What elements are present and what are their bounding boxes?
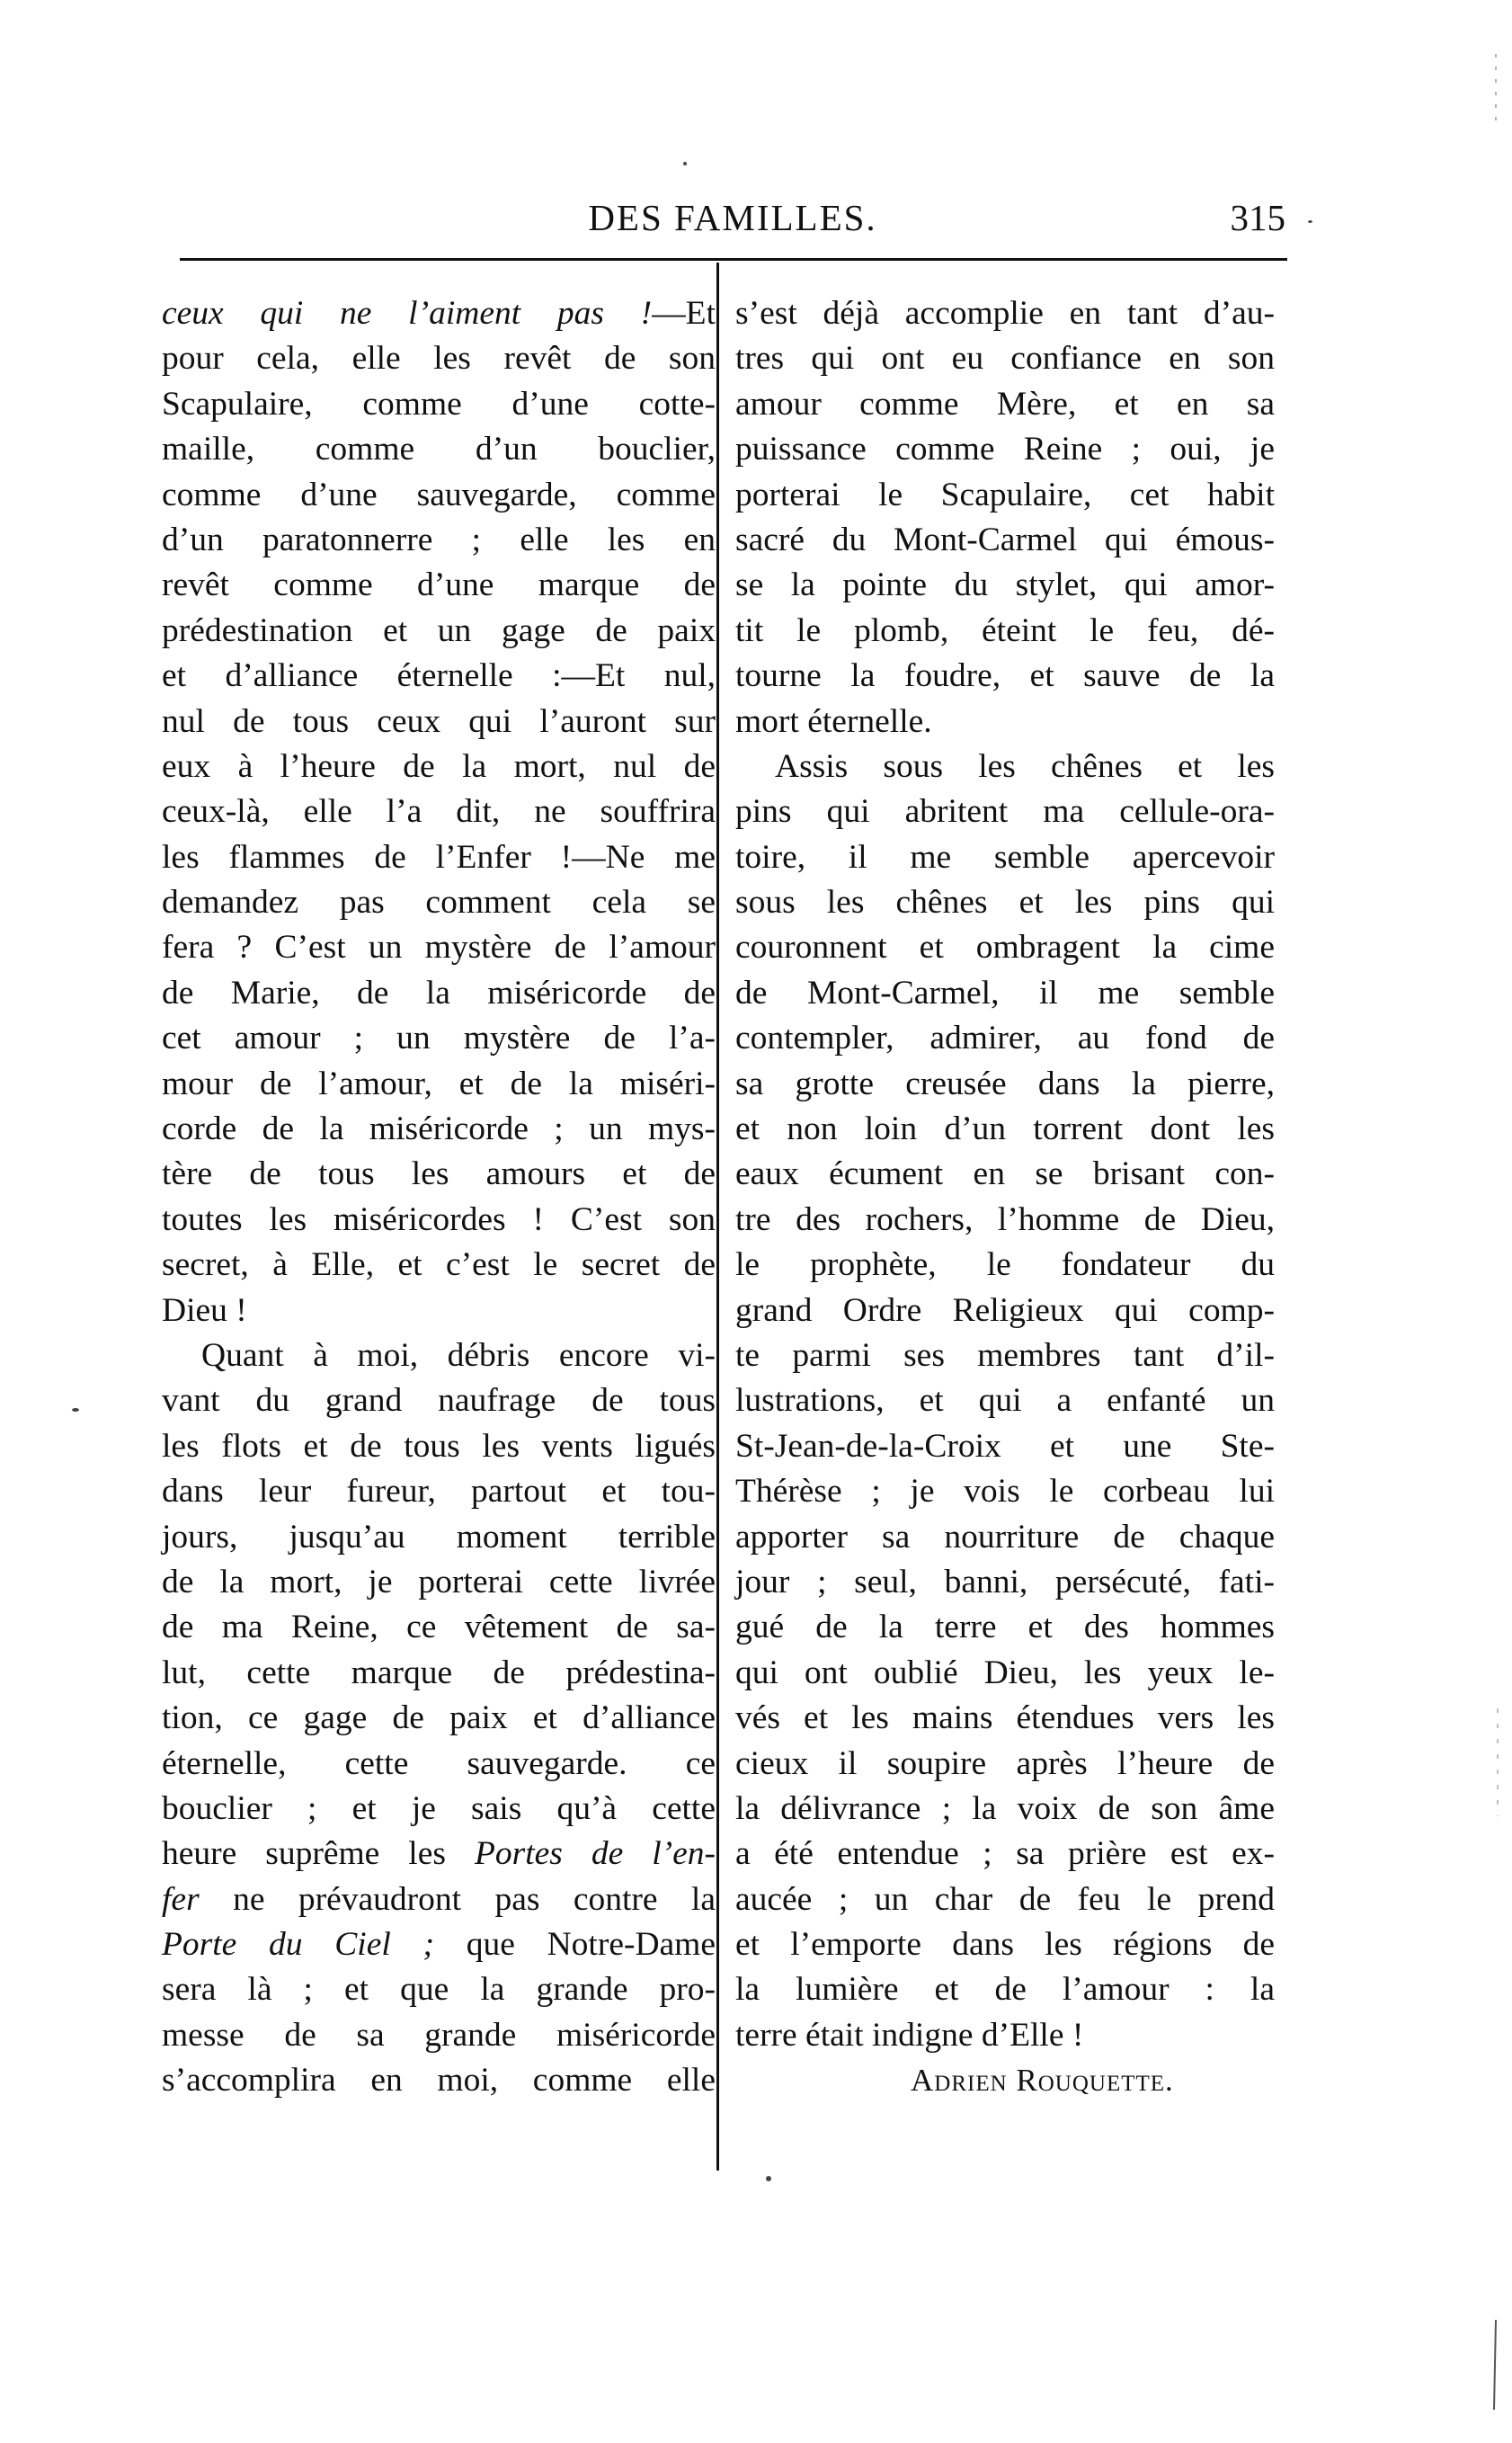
text-line: Assis sous les chênes et les xyxy=(775,747,1275,785)
text-line: fera ? C’est un mystère de l’amour xyxy=(162,929,716,967)
text-line: tit le plomb, éteint le feu, dé- xyxy=(735,611,1275,649)
text-line: apporter sa nourriture de chaque xyxy=(735,1518,1275,1556)
italic-text: Portes de l’en- xyxy=(474,1835,716,1873)
text-line: St-Jean-de-la-Croix et une Ste- xyxy=(735,1427,1275,1465)
scan-speck xyxy=(766,2176,771,2181)
scan-edge-marks xyxy=(1487,18,1505,2428)
roman-text: —Et xyxy=(652,295,716,332)
text-line xyxy=(162,1922,716,1967)
text-line: et non loin d’un torrent dont les xyxy=(735,1110,1275,1148)
roman-text: ne prévaudront pas contre la xyxy=(199,1880,716,1918)
text-line: sa grotte creusée dans la pierre, xyxy=(735,1065,1275,1102)
running-title: DES FAMILLES. xyxy=(588,197,877,238)
roman-text: heure suprême les xyxy=(162,1835,475,1873)
text-line: prédestination et un gage de paix xyxy=(162,611,716,649)
text-line: toire, il me semble apercevoir xyxy=(735,838,1275,876)
text-line: vant du grand naufrage de tous xyxy=(162,1382,716,1420)
text-line: pour cela, elle les revêt de son xyxy=(162,340,716,378)
text-line: sous les chênes et les pins qui xyxy=(735,884,1275,922)
text-line: Thérèse ; je vois le corbeau lui xyxy=(735,1473,1275,1511)
text-line: toutes les miséricordes ! C’est son xyxy=(162,1200,716,1238)
text-line: Quant à moi, débris encore vi- xyxy=(201,1336,716,1374)
text-line: tre des rochers, l’homme de Dieu, xyxy=(735,1200,1275,1238)
text-line: sacré du Mont-Carmel qui émous- xyxy=(735,521,1275,558)
text-line: de ma Reine, ce vêtement de sa- xyxy=(162,1609,716,1646)
text-line: ceux-là, elle l’a dit, ne souffrira xyxy=(162,793,716,831)
text-line: messe de sa grande miséricorde xyxy=(162,2016,716,2054)
text-line: contempler, admirer, au fond de xyxy=(735,1020,1275,1057)
text-line: tion, ce gage de paix et d’alliance xyxy=(162,1699,716,1737)
text-line: a été entendue ; sa prière est ex- xyxy=(735,1835,1275,1873)
text-line: et l’emporte dans les régions de xyxy=(735,1926,1275,1964)
text-line: amour comme Mère, et en sa xyxy=(735,385,1275,423)
column-rule xyxy=(716,263,719,2171)
text-line: vés et les mains étendues vers les xyxy=(735,1699,1275,1737)
text-line: éternelle, cette sauvegarde. ce xyxy=(162,1744,716,1782)
text-line: de Marie, de la miséricorde de xyxy=(162,974,716,1012)
text-line: puissance comme Reine ; oui, je xyxy=(735,431,1275,468)
text-line: eux à l’heure de la mort, nul de xyxy=(162,747,716,785)
text-line: terre était indigne d’Elle ! xyxy=(735,2016,1084,2054)
author-signature: Adrien Rouquette. xyxy=(911,2063,1174,2099)
text-line: revêt comme d’une marque de xyxy=(162,566,716,604)
scan-speck xyxy=(683,162,687,165)
text-line: de Mont-Carmel, il me semble xyxy=(735,974,1275,1012)
text-line: maille, comme d’un bouclier, xyxy=(162,431,716,468)
text-line: le prophète, le fondateur du xyxy=(735,1246,1275,1284)
text-line: gué de la terre et des hommes xyxy=(735,1609,1275,1646)
text-line: te parmi ses membres tant d’il- xyxy=(735,1336,1275,1374)
text-line: demandez pas comment cela se xyxy=(162,884,716,922)
text-line xyxy=(162,1877,716,1922)
text-line: corde de la miséricorde ; un mys- xyxy=(162,1110,716,1148)
left-column xyxy=(162,291,716,2104)
text-line: de la mort, je porterai cette livrée xyxy=(162,1563,716,1600)
text-line: tres qui ont eu confiance en son xyxy=(735,340,1275,378)
text-line: cet amour ; un mystère de l’a- xyxy=(162,1020,716,1057)
header-rule xyxy=(180,258,1287,261)
text-line: qui ont oublié Dieu, les yeux le- xyxy=(735,1654,1275,1691)
text-line: comme d’une sauvegarde, comme xyxy=(162,476,716,513)
text-line: la délivrance ; la voix de son âme xyxy=(735,1789,1275,1827)
text-line: dans leur fureur, partout et tou- xyxy=(162,1473,716,1511)
scan-speck xyxy=(1308,220,1312,223)
italic-text: ceux qui ne l’aiment pas ! xyxy=(162,295,653,332)
text-line: les flots et de tous les vents ligués xyxy=(162,1427,716,1465)
text-line: Scapulaire, comme d’une cotte- xyxy=(162,385,716,423)
scan-speck xyxy=(72,1408,79,1412)
text-line: nul de tous ceux qui l’auront sur xyxy=(162,702,716,740)
text-line xyxy=(162,1832,716,1877)
text-line: jours, jusqu’au moment terrible xyxy=(162,1518,716,1556)
italic-text: fer xyxy=(162,1880,200,1918)
text-line: tère de tous les amours et de xyxy=(162,1155,716,1193)
text-line: bouclier ; et je sais qu’à cette xyxy=(162,1789,716,1827)
text-line: se la pointe du stylet, qui amor- xyxy=(735,566,1275,604)
text-line: les flammes de l’Enfer !—Ne me xyxy=(162,838,716,876)
text-line: couronnent et ombragent la cime xyxy=(735,929,1275,967)
text-line: s’est déjà accomplie en tant d’au- xyxy=(735,295,1275,332)
text-line: mour de l’amour, et de la miséri- xyxy=(162,1065,716,1102)
text-line: lut, cette marque de prédestina- xyxy=(162,1654,716,1691)
running-head xyxy=(180,196,1285,250)
text-line: cieux il soupire après l’heure de xyxy=(735,1744,1275,1782)
page-number: 315 xyxy=(1230,197,1285,238)
text-line: grand Ordre Religieux qui comp- xyxy=(735,1291,1275,1329)
text-line: porterai le Scapulaire, cet habit xyxy=(735,476,1275,513)
text-line: lustrations, et qui a enfanté un xyxy=(735,1382,1275,1420)
text-line: s’accomplira en moi, comme elle xyxy=(162,2062,716,2100)
text-line: Dieu ! xyxy=(162,1291,247,1329)
text-line: mort éternelle. xyxy=(735,702,932,740)
text-line: sera là ; et que la grande pro- xyxy=(162,1971,716,2009)
text-line: aucée ; un char de feu le prend xyxy=(735,1880,1275,1918)
text-line: tourne la foudre, et sauve de la xyxy=(735,657,1275,695)
text-line: jour ; seul, banni, persécuté, fati- xyxy=(735,1563,1275,1600)
text-line xyxy=(162,291,716,336)
text-line: secret, à Elle, et c’est le secret de xyxy=(162,1246,716,1284)
text-line: eaux écument en se brisant con- xyxy=(735,1155,1275,1193)
right-column xyxy=(735,291,1275,2104)
italic-text: Porte du Ciel ; xyxy=(162,1926,434,1964)
text-line: d’un paratonnerre ; elle les en xyxy=(162,521,716,558)
text-line: et d’alliance éternelle :—Et nul, xyxy=(162,657,716,695)
roman-text: que Notre-Dame xyxy=(433,1926,716,1964)
text-line: la lumière et de l’amour : la xyxy=(735,1971,1275,2009)
text-line: pins qui abritent ma cellule-ora- xyxy=(735,793,1275,831)
